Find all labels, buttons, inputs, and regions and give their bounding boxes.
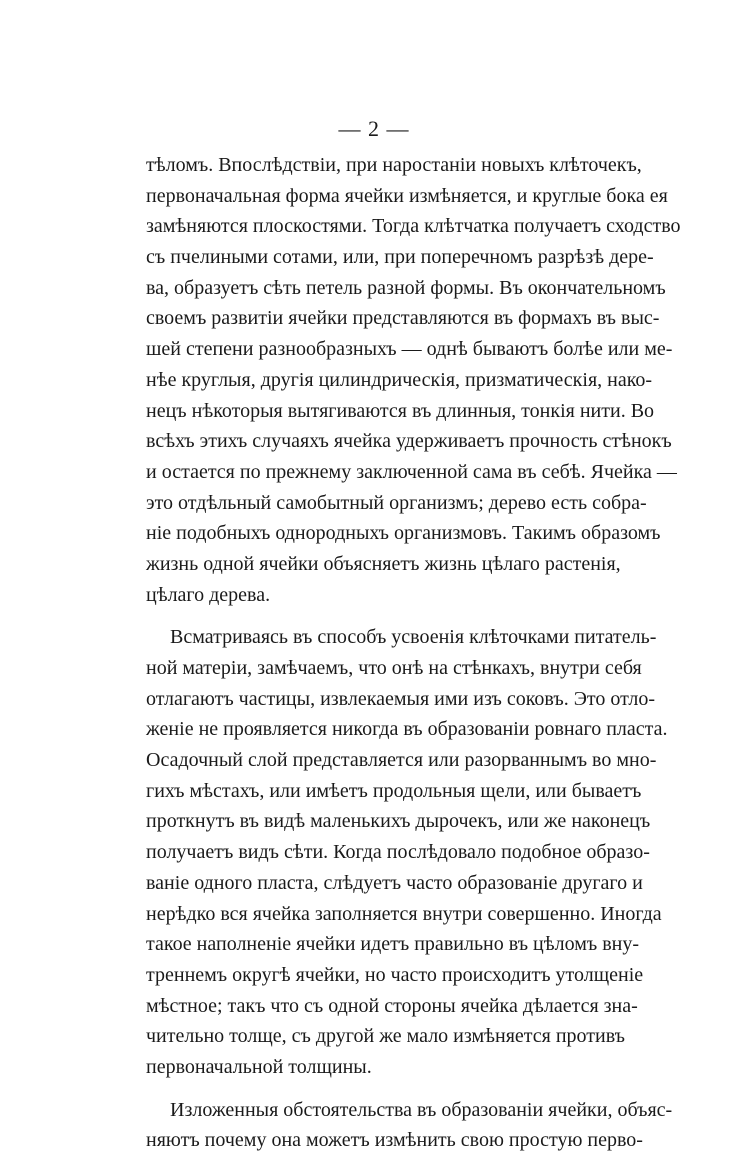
text-line: гихъ мѣстахъ, или имѣетъ продольныя щели, или бываетъ xyxy=(146,779,642,802)
paragraph-3 xyxy=(146,1095,673,1156)
text-line: няютъ почему она можетъ измѣнить свою простую перво- xyxy=(146,1129,643,1152)
text-line: жизнь одной ячейки объясняетъ жизнь цѣлаго растенія, xyxy=(146,552,621,575)
text-line: и остается по прежнему заключенной сама въ себѣ. Ячейка — xyxy=(146,460,677,483)
text-line: мѣстное; такъ что съ одной стороны ячейка дѣлается зна- xyxy=(146,994,638,1017)
text-line: Изложенныя обстоятельства въ образованіи ячейки, объяс- xyxy=(170,1098,673,1121)
body-text xyxy=(146,150,681,1168)
text-line: ной матеріи, замѣчаемъ, что онѣ на стѣнкахъ, внутри себя xyxy=(146,657,642,679)
text-line: тѣломъ. Впослѣдствіи, при наростаніи новыхъ клѣточекъ, xyxy=(146,154,642,176)
text-line: первоначальной толщины. xyxy=(146,1055,372,1078)
text-line: своемъ развитіи ячейки представляются въ формахъ въ выс- xyxy=(146,307,660,330)
paragraph-1 xyxy=(146,150,681,610)
text-line: отлагаютъ частицы, извлекаемыя ими изъ соковъ. Это отло- xyxy=(146,687,656,710)
text-line: ва, образуетъ сѣть петель разной формы. Въ окончательномъ xyxy=(146,276,666,299)
text-line: чительно толще, съ другой же мало измѣняется противъ xyxy=(146,1025,626,1048)
text-line: ніе подобныхъ однородныхъ организмовъ. Такимъ образомъ xyxy=(146,522,661,545)
text-line: это отдѣльный самобытный организмъ; дерево есть собра- xyxy=(146,491,647,514)
text-line: нецъ нѣкоторыя вытягиваются въ длинныя, тонкія нити. Во xyxy=(146,399,655,422)
text-line: Осадочный слой представляется или разорваннымъ во мно- xyxy=(146,749,657,772)
text-line: всѣхъ этихъ случаяхъ ячейка удерживаетъ прочность стѣнокъ xyxy=(146,430,672,453)
text-line: такое наполненіе ячейки идетъ правильно въ цѣломъ вну- xyxy=(146,933,640,956)
text-line: цѣлаго дерева. xyxy=(146,583,271,606)
text-line: проткнутъ въ видѣ маленькихъ дырочекъ, или же наконецъ xyxy=(146,810,651,833)
text-line: первоначальная форма ячейки измѣняется, и круглые бока ея xyxy=(146,184,668,207)
text-line: получаетъ видъ сѣти. Когда послѣдовало подобное образо- xyxy=(146,841,650,864)
text-line: замѣняются плоскостями. Тогда клѣтчатка получаетъ сходство xyxy=(146,215,681,238)
text-line: нѣе круглыя, другія цилиндрическія, призматическія, нако- xyxy=(146,368,653,391)
text-line: Всматриваясь въ способъ усвоенія клѣточками питатель- xyxy=(170,626,657,649)
text-line: женіе не проявляется никогда въ образованіи ровнаго пласта. xyxy=(146,718,668,741)
paragraph-2 xyxy=(146,622,668,1082)
text-line: шей степени разнообразныхъ — однѣ бываютъ болѣе или ме- xyxy=(146,338,673,361)
text-line: нерѣдко вся ячейка заполняется внутри совершенно. Иногда xyxy=(146,902,662,925)
text-line: ваніе одного пласта, слѣдуетъ часто образованіе другаго и xyxy=(146,871,643,894)
page-number: — 2 — xyxy=(338,116,410,141)
text-line: съ пчелиными сотами, или, при поперечномъ разрѣзѣ дере- xyxy=(146,246,654,269)
text-line: треннемъ округѣ ячейки, но часто происходитъ утолщеніе xyxy=(146,963,644,986)
